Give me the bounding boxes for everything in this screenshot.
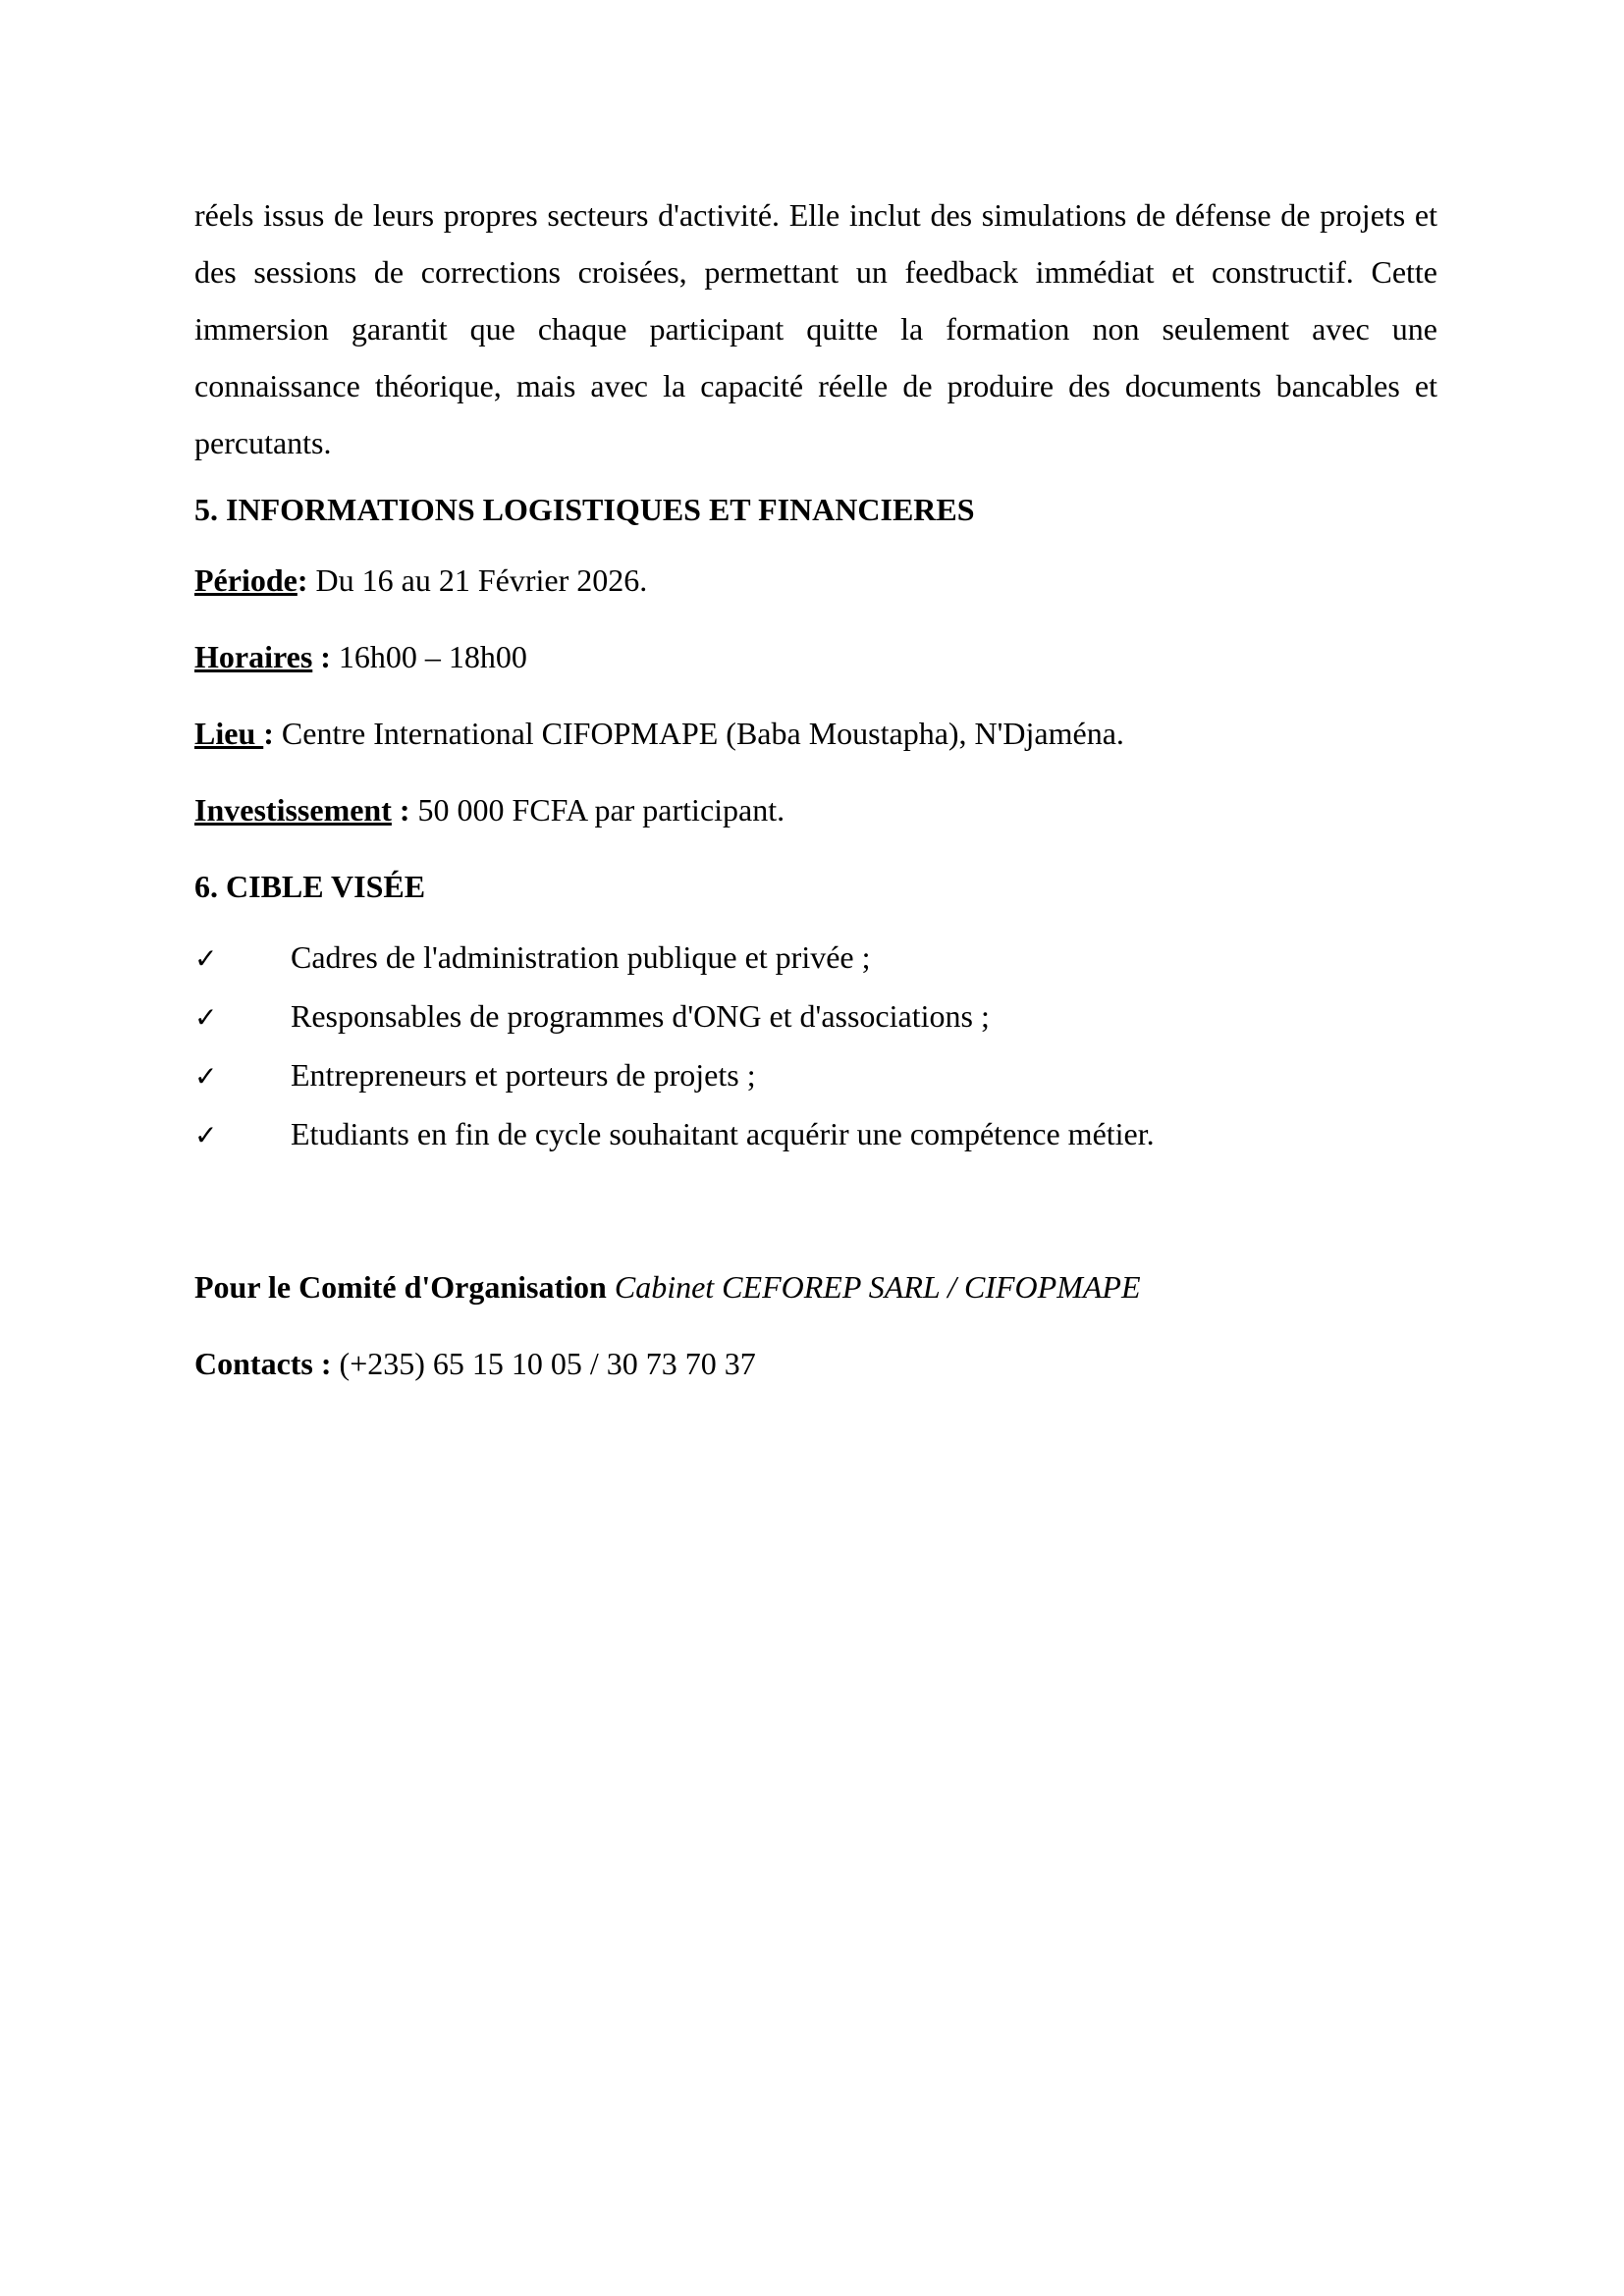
periode-value: Du 16 au 21 Février 2026. <box>307 562 648 598</box>
section-5-heading: 5. INFORMATIONS LOGISTIQUES ET FINANCIERES <box>194 492 975 527</box>
intro-paragraph: réels issus de leurs propres secteurs d'activité. Elle inclut des simulations de défense de projets et des sessions de corrections croisées, permettant un feedback immédiat et constructif. Cette immersion garantit que chaque participant quitte la formation non seulement avec une connaissance théorique, mais avec la capacité réelle de produire des documents bancables et percutants. <box>194 197 1437 460</box>
contacts-line <box>194 1343 1437 1384</box>
horaires-colon: : <box>312 639 331 674</box>
horaires-label: Horaires <box>194 639 313 674</box>
list-item <box>194 1105 1437 1164</box>
lieu-colon: : <box>263 716 274 751</box>
check-icon: ✓ <box>194 1060 218 1093</box>
contacts-value: (+235) 65 15 10 05 / 30 73 70 37 <box>331 1346 756 1381</box>
list-item-text: Cadres de l'administration publique et privée ; <box>291 939 871 975</box>
investissement-label: Investissement <box>194 792 392 828</box>
horaires-value: 16h00 – 18h00 <box>330 639 527 674</box>
list-item <box>194 1046 1437 1105</box>
check-icon: ✓ <box>194 1001 218 1034</box>
check-icon: ✓ <box>194 942 218 975</box>
committee-line <box>194 1266 1437 1308</box>
periode-label: Période <box>194 562 298 598</box>
lieu-line <box>194 713 1437 754</box>
lieu-value: Centre International CIFOPMAPE (Baba Moustapha), N'Djaména. <box>273 716 1124 751</box>
periode-colon: : <box>297 562 308 598</box>
target-audience-list <box>194 929 1437 1164</box>
list-item <box>194 929 1437 988</box>
page-content <box>194 187 1437 1384</box>
contacts-label: Contacts : <box>194 1346 332 1381</box>
check-icon: ✓ <box>194 1119 218 1151</box>
committee-label: Pour le Comité d'Organisation <box>194 1269 607 1305</box>
investissement-line <box>194 789 1437 830</box>
periode-line <box>194 560 1437 601</box>
lieu-label: Lieu <box>194 716 264 751</box>
section-6-heading: 6. CIBLE VISÉE <box>194 869 426 904</box>
committee-value: Cabinet CEFOREP SARL / CIFOPMAPE <box>614 1269 1141 1305</box>
list-item-text: Etudiants en fin de cycle souhaitant acquérir une compétence métier. <box>291 1116 1155 1151</box>
investissement-colon: : <box>391 792 410 828</box>
list-item-text: Entrepreneurs et porteurs de projets ; <box>291 1057 756 1093</box>
list-item-text: Responsables de programmes d'ONG et d'associations ; <box>291 998 990 1034</box>
horaires-line <box>194 636 1437 677</box>
list-item <box>194 988 1437 1046</box>
investissement-value: 50 000 FCFA par participant. <box>409 792 785 828</box>
